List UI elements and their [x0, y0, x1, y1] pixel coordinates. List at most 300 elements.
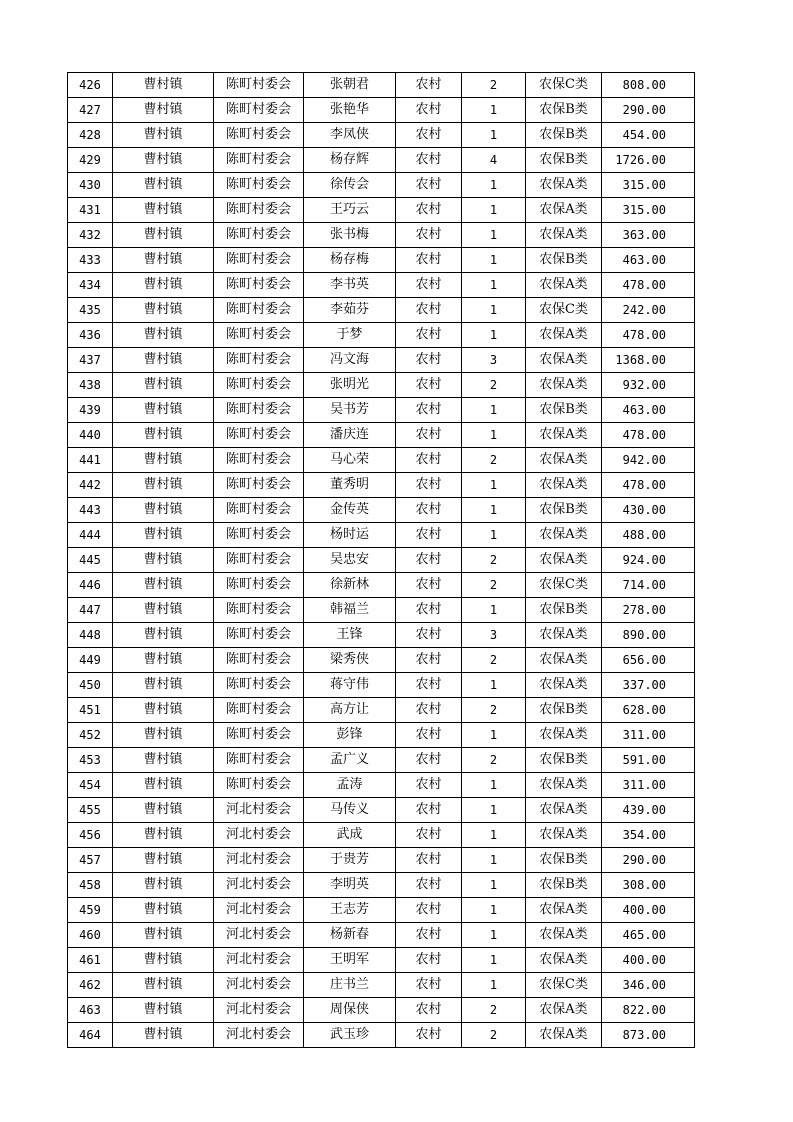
- person-count-cell: 1: [462, 223, 526, 248]
- name-cell: 张明光: [304, 373, 396, 398]
- household-type-cell: 农村: [396, 298, 462, 323]
- household-type-cell: 农村: [396, 273, 462, 298]
- name-cell: 李书英: [304, 273, 396, 298]
- amount-cell: 890.00: [602, 623, 695, 648]
- row-number: 446: [68, 573, 113, 598]
- insurance-class-cell: 农保A类: [526, 323, 602, 348]
- insurance-class-cell: 农保A类: [526, 473, 602, 498]
- household-type-cell: 农村: [396, 448, 462, 473]
- table-row: [68, 798, 695, 823]
- table-row: [68, 73, 695, 98]
- village-committee-cell: 陈町村委会: [214, 723, 304, 748]
- village-committee-cell: 陈町村委会: [214, 273, 304, 298]
- person-count-cell: 2: [462, 648, 526, 673]
- row-number: 456: [68, 823, 113, 848]
- name-cell: 孟涛: [304, 773, 396, 798]
- town-cell: 曹村镇: [113, 998, 214, 1023]
- name-cell: 高方让: [304, 698, 396, 723]
- insurance-class-cell: 农保A类: [526, 198, 602, 223]
- row-number: 460: [68, 923, 113, 948]
- person-count-cell: 2: [462, 998, 526, 1023]
- insurance-class-cell: 农保C类: [526, 573, 602, 598]
- table-row: [68, 823, 695, 848]
- town-cell: 曹村镇: [113, 73, 214, 98]
- person-count-cell: 2: [462, 698, 526, 723]
- town-cell: 曹村镇: [113, 298, 214, 323]
- person-count-cell: 1: [462, 948, 526, 973]
- amount-cell: 278.00: [602, 598, 695, 623]
- row-number: 454: [68, 773, 113, 798]
- name-cell: 徐传会: [304, 173, 396, 198]
- name-cell: 冯文海: [304, 348, 396, 373]
- town-cell: 曹村镇: [113, 448, 214, 473]
- amount-cell: 290.00: [602, 98, 695, 123]
- village-committee-cell: 陈町村委会: [214, 523, 304, 548]
- insurance-class-cell: 农保A类: [526, 923, 602, 948]
- town-cell: 曹村镇: [113, 473, 214, 498]
- amount-cell: 400.00: [602, 898, 695, 923]
- town-cell: 曹村镇: [113, 498, 214, 523]
- household-type-cell: 农村: [396, 898, 462, 923]
- name-cell: 庄书兰: [304, 973, 396, 998]
- household-type-cell: 农村: [396, 998, 462, 1023]
- table-row: [68, 248, 695, 273]
- village-committee-cell: 陈町村委会: [214, 773, 304, 798]
- insurance-class-cell: 农保C类: [526, 73, 602, 98]
- town-cell: 曹村镇: [113, 223, 214, 248]
- person-count-cell: 1: [462, 923, 526, 948]
- name-cell: 周保侠: [304, 998, 396, 1023]
- amount-cell: 463.00: [602, 248, 695, 273]
- insurance-class-cell: 农保A类: [526, 948, 602, 973]
- insurance-class-cell: 农保B类: [526, 598, 602, 623]
- insurance-class-cell: 农保A类: [526, 223, 602, 248]
- town-cell: 曹村镇: [113, 173, 214, 198]
- insurance-class-cell: 农保B类: [526, 748, 602, 773]
- row-number: 433: [68, 248, 113, 273]
- person-count-cell: 1: [462, 298, 526, 323]
- person-count-cell: 1: [462, 423, 526, 448]
- name-cell: 徐新林: [304, 573, 396, 598]
- name-cell: 韩福兰: [304, 598, 396, 623]
- row-number: 437: [68, 348, 113, 373]
- person-count-cell: 2: [462, 448, 526, 473]
- row-number: 434: [68, 273, 113, 298]
- insurance-class-cell: 农保B类: [526, 98, 602, 123]
- household-type-cell: 农村: [396, 798, 462, 823]
- village-committee-cell: 陈町村委会: [214, 698, 304, 723]
- name-cell: 马传义: [304, 798, 396, 823]
- town-cell: 曹村镇: [113, 948, 214, 973]
- village-committee-cell: 河北村委会: [214, 1023, 304, 1048]
- name-cell: 孟广义: [304, 748, 396, 773]
- town-cell: 曹村镇: [113, 273, 214, 298]
- insurance-class-cell: 农保A类: [526, 648, 602, 673]
- household-type-cell: 农村: [396, 398, 462, 423]
- table-row: [68, 198, 695, 223]
- name-cell: 王锋: [304, 623, 396, 648]
- name-cell: 王巧云: [304, 198, 396, 223]
- row-number: 455: [68, 798, 113, 823]
- household-type-cell: 农村: [396, 348, 462, 373]
- amount-cell: 242.00: [602, 298, 695, 323]
- table-row: [68, 523, 695, 548]
- table-row: [68, 773, 695, 798]
- row-number: 458: [68, 873, 113, 898]
- person-count-cell: 1: [462, 798, 526, 823]
- village-committee-cell: 陈町村委会: [214, 448, 304, 473]
- amount-cell: 628.00: [602, 698, 695, 723]
- insurance-class-cell: 农保A类: [526, 798, 602, 823]
- person-count-cell: 2: [462, 573, 526, 598]
- table-row: [68, 973, 695, 998]
- town-cell: 曹村镇: [113, 923, 214, 948]
- town-cell: 曹村镇: [113, 598, 214, 623]
- village-committee-cell: 陈町村委会: [214, 323, 304, 348]
- person-count-cell: 1: [462, 473, 526, 498]
- insurance-class-cell: 农保A类: [526, 998, 602, 1023]
- name-cell: 李茹芬: [304, 298, 396, 323]
- amount-cell: 808.00: [602, 73, 695, 98]
- household-type-cell: 农村: [396, 148, 462, 173]
- town-cell: 曹村镇: [113, 123, 214, 148]
- household-type-cell: 农村: [396, 623, 462, 648]
- table-row: [68, 273, 695, 298]
- person-count-cell: 1: [462, 398, 526, 423]
- village-committee-cell: 河北村委会: [214, 923, 304, 948]
- town-cell: 曹村镇: [113, 973, 214, 998]
- amount-cell: 315.00: [602, 173, 695, 198]
- household-type-cell: 农村: [396, 373, 462, 398]
- village-committee-cell: 陈町村委会: [214, 673, 304, 698]
- name-cell: 潘庆连: [304, 423, 396, 448]
- village-committee-cell: 陈町村委会: [214, 198, 304, 223]
- household-type-cell: 农村: [396, 823, 462, 848]
- village-committee-cell: 陈町村委会: [214, 398, 304, 423]
- insurance-class-cell: 农保A类: [526, 823, 602, 848]
- amount-cell: 488.00: [602, 523, 695, 548]
- household-type-cell: 农村: [396, 98, 462, 123]
- person-count-cell: 1: [462, 973, 526, 998]
- amount-cell: 430.00: [602, 498, 695, 523]
- village-committee-cell: 陈町村委会: [214, 223, 304, 248]
- row-number: 439: [68, 398, 113, 423]
- row-number: 429: [68, 148, 113, 173]
- amount-cell: 478.00: [602, 423, 695, 448]
- town-cell: 曹村镇: [113, 248, 214, 273]
- household-type-cell: 农村: [396, 673, 462, 698]
- row-number: 451: [68, 698, 113, 723]
- name-cell: 马心荣: [304, 448, 396, 473]
- village-committee-cell: 河北村委会: [214, 948, 304, 973]
- insurance-class-cell: 农保B类: [526, 498, 602, 523]
- amount-cell: 454.00: [602, 123, 695, 148]
- row-number: 447: [68, 598, 113, 623]
- town-cell: 曹村镇: [113, 723, 214, 748]
- table-row: [68, 323, 695, 348]
- person-count-cell: 2: [462, 73, 526, 98]
- person-count-cell: 2: [462, 1023, 526, 1048]
- household-type-cell: 农村: [396, 723, 462, 748]
- person-count-cell: 1: [462, 898, 526, 923]
- household-type-cell: 农村: [396, 748, 462, 773]
- insurance-class-cell: 农保B类: [526, 248, 602, 273]
- amount-cell: 463.00: [602, 398, 695, 423]
- insurance-class-cell: 农保C类: [526, 298, 602, 323]
- name-cell: 张朝君: [304, 73, 396, 98]
- name-cell: 吴书芳: [304, 398, 396, 423]
- town-cell: 曹村镇: [113, 373, 214, 398]
- village-committee-cell: 陈町村委会: [214, 623, 304, 648]
- table-row: [68, 948, 695, 973]
- insurance-class-cell: 农保B类: [526, 698, 602, 723]
- person-count-cell: 1: [462, 198, 526, 223]
- insurance-class-cell: 农保A类: [526, 523, 602, 548]
- row-number: 436: [68, 323, 113, 348]
- table-row: [68, 498, 695, 523]
- insurance-class-cell: 农保B类: [526, 398, 602, 423]
- town-cell: 曹村镇: [113, 798, 214, 823]
- person-count-cell: 1: [462, 323, 526, 348]
- village-committee-cell: 陈町村委会: [214, 548, 304, 573]
- row-number: 457: [68, 848, 113, 873]
- person-count-cell: 1: [462, 773, 526, 798]
- row-number: 453: [68, 748, 113, 773]
- amount-cell: 942.00: [602, 448, 695, 473]
- amount-cell: 311.00: [602, 723, 695, 748]
- table-row: [68, 598, 695, 623]
- household-type-cell: 农村: [396, 123, 462, 148]
- row-number: 426: [68, 73, 113, 98]
- household-type-cell: 农村: [396, 698, 462, 723]
- village-committee-cell: 陈町村委会: [214, 73, 304, 98]
- household-type-cell: 农村: [396, 1023, 462, 1048]
- amount-cell: 465.00: [602, 923, 695, 948]
- table-row: [68, 673, 695, 698]
- amount-cell: 478.00: [602, 273, 695, 298]
- town-cell: 曹村镇: [113, 423, 214, 448]
- name-cell: 李明英: [304, 873, 396, 898]
- table-row: [68, 873, 695, 898]
- town-cell: 曹村镇: [113, 698, 214, 723]
- row-number: 445: [68, 548, 113, 573]
- household-type-cell: 农村: [396, 548, 462, 573]
- insurance-class-cell: 农保A类: [526, 1023, 602, 1048]
- amount-cell: 308.00: [602, 873, 695, 898]
- household-type-cell: 农村: [396, 223, 462, 248]
- household-type-cell: 农村: [396, 648, 462, 673]
- table-row: [68, 448, 695, 473]
- amount-cell: 714.00: [602, 573, 695, 598]
- amount-cell: 400.00: [602, 948, 695, 973]
- person-count-cell: 2: [462, 373, 526, 398]
- person-count-cell: 1: [462, 723, 526, 748]
- person-count-cell: 1: [462, 673, 526, 698]
- amount-cell: 315.00: [602, 198, 695, 223]
- name-cell: 杨时运: [304, 523, 396, 548]
- table-row: [68, 148, 695, 173]
- name-cell: 李凤侠: [304, 123, 396, 148]
- person-count-cell: 1: [462, 248, 526, 273]
- village-committee-cell: 陈町村委会: [214, 298, 304, 323]
- household-type-cell: 农村: [396, 948, 462, 973]
- village-committee-cell: 河北村委会: [214, 998, 304, 1023]
- town-cell: 曹村镇: [113, 148, 214, 173]
- amount-cell: 924.00: [602, 548, 695, 573]
- amount-cell: 478.00: [602, 323, 695, 348]
- insurance-class-cell: 农保A类: [526, 373, 602, 398]
- name-cell: 杨存梅: [304, 248, 396, 273]
- town-cell: 曹村镇: [113, 623, 214, 648]
- person-count-cell: 2: [462, 548, 526, 573]
- table-row: [68, 998, 695, 1023]
- name-cell: 彭锋: [304, 723, 396, 748]
- insurance-class-cell: 农保A类: [526, 173, 602, 198]
- town-cell: 曹村镇: [113, 1023, 214, 1048]
- row-number: 452: [68, 723, 113, 748]
- row-number: 428: [68, 123, 113, 148]
- person-count-cell: 1: [462, 173, 526, 198]
- data-table: [67, 72, 695, 1048]
- village-committee-cell: 陈町村委会: [214, 473, 304, 498]
- village-committee-cell: 河北村委会: [214, 873, 304, 898]
- insurance-class-cell: 农保A类: [526, 723, 602, 748]
- amount-cell: 346.00: [602, 973, 695, 998]
- insurance-class-cell: 农保C类: [526, 973, 602, 998]
- name-cell: 蒋守伟: [304, 673, 396, 698]
- row-number: 464: [68, 1023, 113, 1048]
- town-cell: 曹村镇: [113, 348, 214, 373]
- town-cell: 曹村镇: [113, 323, 214, 348]
- table-row: [68, 698, 695, 723]
- table-row: [68, 623, 695, 648]
- table-row: [68, 98, 695, 123]
- town-cell: 曹村镇: [113, 673, 214, 698]
- household-type-cell: 农村: [396, 873, 462, 898]
- table-row: [68, 648, 695, 673]
- household-type-cell: 农村: [396, 198, 462, 223]
- insurance-class-cell: 农保B类: [526, 873, 602, 898]
- name-cell: 杨存辉: [304, 148, 396, 173]
- table-row: [68, 298, 695, 323]
- row-number: 432: [68, 223, 113, 248]
- person-count-cell: 1: [462, 823, 526, 848]
- village-committee-cell: 陈町村委会: [214, 373, 304, 398]
- row-number: 438: [68, 373, 113, 398]
- town-cell: 曹村镇: [113, 98, 214, 123]
- person-count-cell: 2: [462, 748, 526, 773]
- table-row: [68, 923, 695, 948]
- village-committee-cell: 陈町村委会: [214, 573, 304, 598]
- name-cell: 张书梅: [304, 223, 396, 248]
- name-cell: 王志芳: [304, 898, 396, 923]
- village-committee-cell: 陈町村委会: [214, 748, 304, 773]
- amount-cell: 439.00: [602, 798, 695, 823]
- town-cell: 曹村镇: [113, 898, 214, 923]
- insurance-class-cell: 农保A类: [526, 623, 602, 648]
- row-number: 459: [68, 898, 113, 923]
- amount-cell: 656.00: [602, 648, 695, 673]
- village-committee-cell: 陈町村委会: [214, 498, 304, 523]
- amount-cell: 822.00: [602, 998, 695, 1023]
- household-type-cell: 农村: [396, 173, 462, 198]
- village-committee-cell: 陈町村委会: [214, 598, 304, 623]
- name-cell: 董秀明: [304, 473, 396, 498]
- table-row: [68, 548, 695, 573]
- village-committee-cell: 河北村委会: [214, 848, 304, 873]
- name-cell: 于贵芳: [304, 848, 396, 873]
- person-count-cell: 1: [462, 848, 526, 873]
- town-cell: 曹村镇: [113, 823, 214, 848]
- village-committee-cell: 陈町村委会: [214, 423, 304, 448]
- village-committee-cell: 河北村委会: [214, 823, 304, 848]
- table-row: [68, 373, 695, 398]
- table-row: [68, 348, 695, 373]
- name-cell: 吴忠安: [304, 548, 396, 573]
- table-row: [68, 748, 695, 773]
- table-body: [68, 73, 695, 1048]
- village-committee-cell: 陈町村委会: [214, 123, 304, 148]
- insurance-class-cell: 农保B类: [526, 848, 602, 873]
- village-committee-cell: 陈町村委会: [214, 348, 304, 373]
- row-number: 463: [68, 998, 113, 1023]
- person-count-cell: 1: [462, 523, 526, 548]
- town-cell: 曹村镇: [113, 573, 214, 598]
- name-cell: 于梦: [304, 323, 396, 348]
- insurance-class-cell: 农保B类: [526, 123, 602, 148]
- household-type-cell: 农村: [396, 773, 462, 798]
- household-type-cell: 农村: [396, 848, 462, 873]
- table-row: [68, 1023, 695, 1048]
- household-type-cell: 农村: [396, 573, 462, 598]
- household-type-cell: 农村: [396, 498, 462, 523]
- household-type-cell: 农村: [396, 523, 462, 548]
- row-number: 442: [68, 473, 113, 498]
- row-number: 462: [68, 973, 113, 998]
- table-row: [68, 398, 695, 423]
- person-count-cell: 1: [462, 273, 526, 298]
- insurance-class-cell: 农保A类: [526, 898, 602, 923]
- insurance-class-cell: 农保A类: [526, 673, 602, 698]
- name-cell: 梁秀侠: [304, 648, 396, 673]
- table-row: [68, 173, 695, 198]
- row-number: 461: [68, 948, 113, 973]
- person-count-cell: 1: [462, 498, 526, 523]
- table-row: [68, 723, 695, 748]
- household-type-cell: 农村: [396, 923, 462, 948]
- village-committee-cell: 河北村委会: [214, 798, 304, 823]
- amount-cell: 932.00: [602, 373, 695, 398]
- person-count-cell: 4: [462, 148, 526, 173]
- person-count-cell: 3: [462, 348, 526, 373]
- amount-cell: 591.00: [602, 748, 695, 773]
- household-type-cell: 农村: [396, 473, 462, 498]
- row-number: 450: [68, 673, 113, 698]
- insurance-class-cell: 农保A类: [526, 773, 602, 798]
- household-type-cell: 农村: [396, 973, 462, 998]
- town-cell: 曹村镇: [113, 873, 214, 898]
- town-cell: 曹村镇: [113, 848, 214, 873]
- village-committee-cell: 陈町村委会: [214, 248, 304, 273]
- amount-cell: 873.00: [602, 1023, 695, 1048]
- person-count-cell: 1: [462, 98, 526, 123]
- insurance-class-cell: 农保A类: [526, 348, 602, 373]
- amount-cell: 337.00: [602, 673, 695, 698]
- name-cell: 王明军: [304, 948, 396, 973]
- name-cell: 金传英: [304, 498, 396, 523]
- row-number: 435: [68, 298, 113, 323]
- insurance-class-cell: 农保A类: [526, 448, 602, 473]
